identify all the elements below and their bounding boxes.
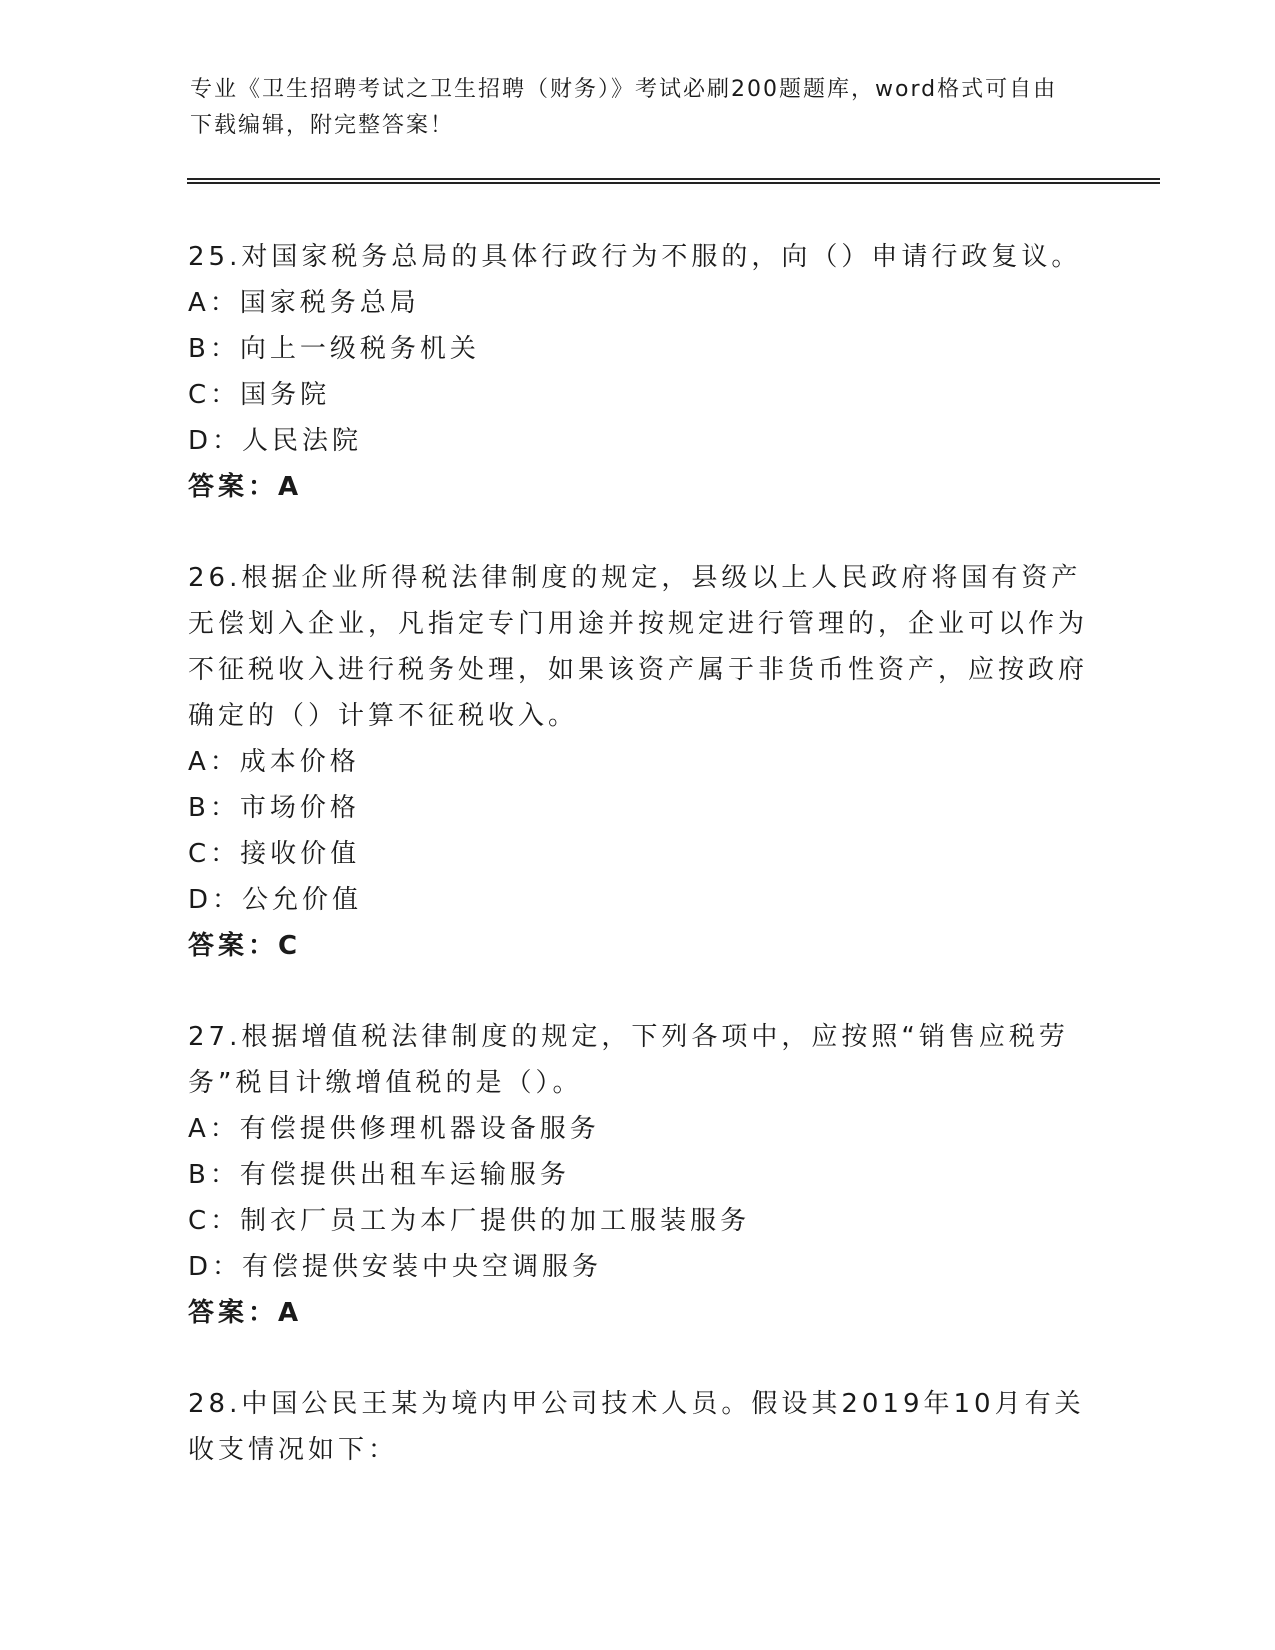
option-c: C：制衣厂员工为本厂提供的加工服装服务 (188, 1206, 751, 1236)
option-d: D：有偿提供安装中央空调服务 (188, 1252, 603, 1282)
option-d: D：人民法院 (188, 426, 363, 456)
question-stem: 25.对国家税务总局的具体行政行为不服的，向（）申请行政复议。 (188, 242, 1082, 272)
question-stem: 27.根据增值税法律制度的规定，下列各项中，应按照“销售应税劳务”税目计缴增值税的是（）。 (188, 1022, 1069, 1098)
option-b: B：向上一级税务机关 (188, 334, 480, 364)
document-header: 专业《卫生招聘考试之卫生招聘（财务）》考试必刷200题题库，word格式可自由下载编辑，附完整答案！ (190, 77, 1058, 138)
answer-line: 答案：A (188, 472, 303, 502)
question-stem: 28.中国公民王某为境内甲公司技术人员。假设其2019年10月有关收支情况如下： (188, 1389, 1085, 1465)
option-a: A：成本价格 (188, 747, 360, 777)
option-b: B：有偿提供出租车运输服务 (188, 1160, 570, 1190)
option-b: B：市场价格 (188, 793, 360, 823)
question-stem: 26.根据企业所得税法律制度的规定，县级以上人民政府将国有资产无偿划入企业，凡指定专门用途并按规定进行管理的，企业可以作为不征税收入进行税务处理，如果该资产属于非货币性资产，应按政府确定的（）计算不征税收入。 (188, 563, 1089, 731)
question-26 (188, 555, 1088, 969)
option-c: C：国务院 (188, 380, 331, 410)
question-25 (188, 234, 1088, 510)
header-divider (187, 178, 1160, 184)
question-27 (188, 1014, 1088, 1336)
option-a: A：国家税务总局 (188, 288, 420, 318)
answer-line: 答案：A (188, 1298, 303, 1328)
option-d: D：公允价值 (188, 885, 363, 915)
question-list (188, 234, 1088, 1518)
option-a: A：有偿提供修理机器设备服务 (188, 1114, 600, 1144)
option-c: C：接收价值 (188, 839, 361, 869)
question-28 (188, 1381, 1088, 1473)
answer-line: 答案：C (188, 931, 302, 961)
